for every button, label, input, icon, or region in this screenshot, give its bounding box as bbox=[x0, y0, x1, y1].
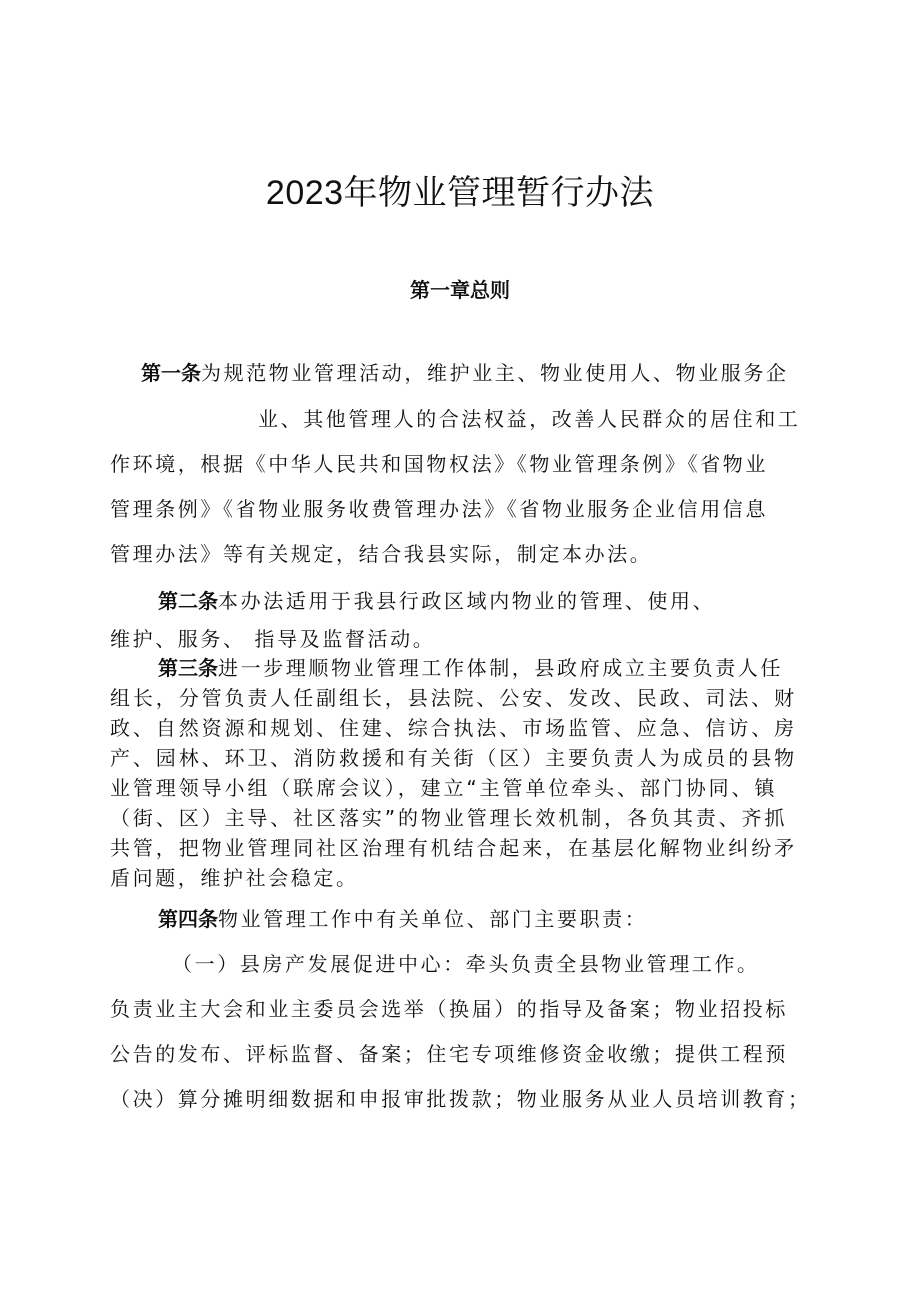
article-4-line-1 bbox=[158, 907, 647, 931]
article-3-line-4: 产、园林、环卫、消防救援和有关街（区）主要负责人为成员的县物 bbox=[110, 746, 797, 770]
article-1-text-1: 为规范物业管理活动，维护业主、物业使用人、物业服务企 bbox=[201, 361, 789, 385]
article-3-line-7: 共管，把物业管理同社区治理有机结合起来，在基层化解物业纠纷矛 bbox=[110, 836, 797, 860]
article-4-text-1: 物业管理工作中有关单位、部门主要职责： bbox=[218, 907, 648, 931]
article-4-label: 第四条 bbox=[158, 907, 218, 931]
document-title: 2023年物业管理暂行办法 bbox=[265, 174, 655, 212]
article-1-line-1 bbox=[141, 361, 789, 385]
article-3-line-6: （街、区）主导、社区落实”的物业管理长效机制，各负其责、齐抓 bbox=[110, 806, 788, 830]
article-1-line-4: 管理条例》《省物业服务收费管理办法》《省物业服务企业信用信息 bbox=[110, 497, 768, 521]
article-3-line-2: 组长，分管负责人任副组长，县法院、公安、发改、民政、司法、财 bbox=[110, 686, 797, 710]
article-4-item-1: （一）县房产发展促进中心：牵头负责全县物业管理工作。 bbox=[172, 952, 760, 976]
article-3-line-1 bbox=[158, 656, 783, 680]
article-2-label: 第二条 bbox=[158, 589, 218, 613]
article-1-line-2: 业、其他管理人的合法权益，改善人民群众的居住和工 bbox=[258, 407, 801, 431]
article-4-line-4: （决）算分摊明细数据和申报审批拨款；物业服务从业人员培训教育； bbox=[110, 1087, 811, 1111]
article-3-line-8: 盾问题，维护社会稳定。 bbox=[110, 866, 359, 890]
article-3-text-1: 进一步理顺物业管理工作体制，县政府成立主要负责人任 bbox=[218, 656, 783, 680]
article-1-label: 第一条 bbox=[141, 361, 201, 385]
article-3-line-5: 业管理领导小组（联席会议），建立“主管单位牵头、部门协同、镇 bbox=[110, 776, 778, 800]
article-2-line-1 bbox=[158, 589, 715, 613]
article-4-line-2: 负责业主大会和业主委员会选举（换届）的指导及备案；物业招投标 bbox=[110, 997, 788, 1021]
article-4-line-3: 公告的发布、评标监督、备案；住宅专项维修资金收缴；提供工程预 bbox=[110, 1042, 788, 1066]
article-3-line-3: 政、自然资源和规划、住建、综合执法、市场监管、应急、信访、房 bbox=[110, 716, 797, 740]
article-2-text-1: 本办法适用于我县行政区域内物业的管理、使用、 bbox=[218, 589, 716, 613]
chapter-heading: 第一章总则 bbox=[410, 278, 510, 302]
article-2-line-2: 维护、服务、 指导及监督活动。 bbox=[110, 627, 436, 651]
article-3-label: 第三条 bbox=[158, 656, 218, 680]
article-1-line-5: 管理办法》等有关规定，结合我县实际，制定本办法。 bbox=[110, 542, 653, 566]
article-1-line-3: 作环境，根据《中华人民共和国物权法》《物业管理条例》《省物业 bbox=[110, 452, 768, 476]
